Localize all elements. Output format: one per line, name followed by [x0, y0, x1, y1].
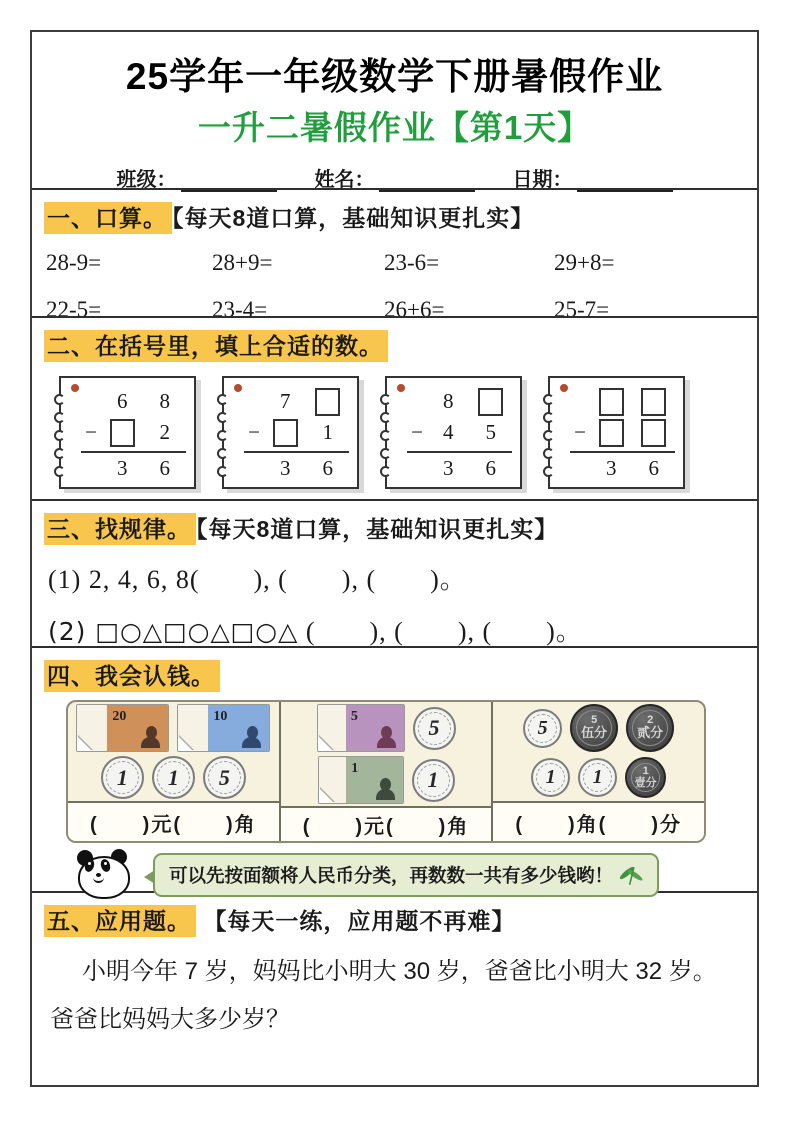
coil-ring	[380, 394, 391, 405]
banknote-value: 20	[112, 709, 127, 724]
minuend-row	[244, 386, 349, 417]
coin-1-jiao	[412, 759, 455, 802]
coil-ring	[380, 466, 391, 477]
card-content	[244, 386, 349, 484]
subtraction-card-4	[548, 376, 685, 489]
coin-value: 1	[167, 764, 179, 790]
minuend-row	[570, 386, 675, 417]
header	[32, 32, 757, 191]
result-row	[244, 451, 349, 484]
coil-ring	[217, 412, 228, 423]
coil-ring	[543, 394, 554, 405]
coin-1-jiao	[152, 756, 195, 799]
subtrahend-row	[407, 417, 512, 448]
problem: 29+8=	[554, 250, 615, 275]
coin-number: 5	[591, 714, 598, 727]
blank-box	[110, 419, 135, 447]
coins-row	[68, 754, 279, 801]
section2-heading-highlight: 二、在括号里，填上合适的数。	[44, 330, 388, 362]
coil-ring	[54, 466, 65, 477]
tip-bubble	[153, 853, 659, 897]
answer-label-yuan-jiao: ( )元( )角	[281, 806, 492, 841]
result-row	[570, 451, 675, 484]
section1-heading-highlight: 一、口算。	[44, 202, 172, 234]
panda-icon	[74, 849, 138, 901]
result-row	[407, 451, 512, 484]
coil-ring	[217, 394, 228, 405]
bills-row	[68, 702, 279, 754]
bill-coin-row	[281, 702, 492, 754]
problem: 26+6=	[384, 297, 445, 322]
coil-ring	[543, 466, 554, 477]
subtrahend-row	[244, 417, 349, 448]
card-content	[81, 386, 186, 484]
money-column-1	[68, 702, 281, 841]
coin-5-jiao	[413, 707, 456, 750]
coil-ring	[217, 466, 228, 477]
blank-box	[641, 419, 666, 447]
coins-row	[493, 702, 704, 754]
banknote-value: 5	[350, 709, 358, 724]
digit: 3	[117, 456, 128, 480]
section3-heading-highlight: 三、找规律。	[44, 513, 196, 545]
coin-value: 5	[218, 764, 230, 790]
pin-dot	[560, 384, 568, 392]
pattern-line-1	[32, 559, 757, 596]
minus-sign: −	[411, 420, 423, 444]
digit: 6	[117, 389, 128, 413]
coil-ring	[380, 430, 391, 441]
coil-ring	[54, 394, 65, 405]
coil-ring	[217, 448, 228, 459]
section-fill-numbers	[32, 316, 757, 499]
money-column-3	[493, 702, 704, 841]
page-title: 25学年一年级数学下册暑假作业	[125, 56, 664, 97]
portrait	[376, 778, 396, 800]
class-label: 班级：	[116, 169, 177, 191]
section5-heading-note: 【每天一练，应用题不再难】	[203, 908, 516, 934]
coin-5-jiao	[523, 709, 562, 748]
digit: 5	[485, 420, 496, 444]
fold-corner	[318, 736, 333, 751]
coil-ring	[380, 448, 391, 459]
pattern1-sequence: (1) 2, 4, 6, 8	[48, 565, 190, 594]
pattern2-blanks: ( ), ( ), ( )。	[298, 617, 583, 646]
pin-dot	[234, 384, 242, 392]
coil-ring	[54, 448, 65, 459]
pattern2-shapes: (2) □○△□○△□○△	[48, 617, 299, 646]
fold-corner	[178, 736, 193, 751]
coil-ring	[54, 412, 65, 423]
coin-name: 伍分	[581, 725, 608, 741]
section5-heading-highlight: 五、应用题。	[44, 905, 196, 937]
pattern1-blanks: ( ), ( ), ( )。	[189, 565, 467, 594]
coil-ring	[217, 430, 228, 441]
blank-box	[315, 388, 340, 416]
card-content	[570, 386, 675, 484]
money-panel	[66, 700, 706, 843]
answer-label-yuan-jiao: ( )元( )角	[68, 801, 279, 841]
portrait	[377, 726, 397, 748]
coin-1-jiao	[531, 758, 570, 797]
banknote-20-yuan	[76, 704, 169, 752]
digit: 3	[443, 456, 454, 480]
answer-label-jiao-fen: ( )角( )分	[493, 801, 704, 841]
subtrahend-row	[81, 417, 186, 448]
blank-box	[478, 388, 503, 416]
coin-2-fen	[626, 704, 674, 752]
word-problem-text: 小明今年 7 岁，妈妈比小明大 30 岁，爸爸比小明大 32 岁。爸爸比妈妈大多少岁？	[50, 958, 717, 1033]
section-oral-calculation	[32, 188, 757, 322]
coin-value: 1	[427, 767, 439, 792]
blank-box	[641, 388, 666, 416]
coil-ring	[54, 430, 65, 441]
coil-ring	[543, 412, 554, 423]
blank-box	[599, 419, 624, 447]
fold-corner	[319, 788, 334, 803]
problem: 28-9=	[46, 250, 102, 275]
minuend-row	[81, 386, 186, 417]
bill-coin-row	[281, 754, 492, 806]
coin-5-fen	[570, 704, 618, 752]
coin-5-jiao	[203, 756, 246, 799]
pin-dot	[71, 384, 79, 392]
problem: 23-6=	[384, 250, 440, 275]
section4-heading	[32, 648, 757, 691]
banknote-5-yuan	[317, 704, 405, 752]
digit: 8	[443, 389, 454, 413]
digit: 6	[485, 456, 496, 480]
digit: 3	[280, 456, 291, 480]
coin-value: 5	[428, 715, 440, 740]
section1-heading-note: 【每天8道口算，基础知识更扎实】	[172, 205, 535, 231]
minus-sign: −	[574, 420, 586, 444]
coins-row	[493, 754, 704, 801]
section3-heading-note: 【每天8道口算，基础知识更扎实】	[196, 516, 559, 542]
blank-box	[599, 388, 624, 416]
banknote-value: 1	[351, 761, 359, 776]
problem: 23-4=	[212, 297, 268, 322]
coin-name: 壹分	[634, 776, 657, 789]
subtrahend-row	[570, 417, 675, 448]
section4-heading-highlight: 四、我会认钱。	[44, 660, 220, 692]
coil-ring	[543, 448, 554, 459]
digit: 1	[322, 420, 333, 444]
tip-text: 可以先按面额将人民币分类，再数数一共有多少钱哟！	[169, 865, 614, 886]
digit: 6	[159, 456, 170, 480]
coin-number: 1	[642, 764, 649, 777]
minus-sign: −	[248, 420, 260, 444]
portrait	[141, 726, 161, 748]
subtraction-card-3	[385, 376, 522, 489]
page-subtitle: 一升二暑假作业【第1天】	[197, 109, 592, 146]
portrait	[242, 726, 262, 748]
money-column-2	[281, 702, 494, 841]
coin-value: 1	[116, 764, 128, 790]
coin-1-jiao	[578, 758, 617, 797]
minuend-row	[407, 386, 512, 417]
digit: 2	[159, 420, 170, 444]
coin-value: 5	[537, 716, 548, 739]
section5-heading	[32, 893, 757, 936]
blank-box	[273, 419, 298, 447]
section-word-problem	[32, 891, 757, 1085]
section1-heading	[32, 190, 757, 233]
tip-row	[74, 849, 757, 901]
coil-ring	[380, 412, 391, 423]
minus-sign: −	[85, 420, 97, 444]
coin-name: 贰分	[637, 725, 664, 741]
subtraction-card-2	[222, 376, 359, 489]
oral-problems-grid	[32, 250, 757, 323]
section-money	[32, 646, 757, 891]
bamboo-leaf-icon	[619, 863, 645, 887]
section2-heading	[32, 318, 757, 361]
pin-dot	[397, 384, 405, 392]
coil-ring	[543, 430, 554, 441]
problem: 22-5=	[46, 297, 102, 322]
coin-value: 1	[545, 766, 556, 788]
section-find-pattern	[32, 499, 757, 646]
coin-value: 1	[592, 766, 603, 788]
problem: 28+9=	[212, 250, 273, 275]
date-label: 日期：	[512, 169, 573, 191]
worksheet-page	[30, 30, 759, 1087]
digit: 3	[606, 456, 617, 480]
banknote-1-yuan	[318, 756, 404, 804]
subtraction-card-1	[59, 376, 196, 489]
card-content	[407, 386, 512, 484]
result-row	[81, 451, 186, 484]
digit: 6	[322, 456, 333, 480]
pattern-line-2	[32, 611, 757, 648]
name-label: 姓名：	[314, 169, 375, 191]
problem: 25-7=	[554, 297, 610, 322]
banknote-value: 10	[213, 709, 228, 724]
digit: 6	[648, 456, 659, 480]
fold-corner	[77, 736, 92, 751]
coin-1-jiao	[101, 756, 144, 799]
section3-heading	[32, 501, 757, 544]
coin-1-fen	[625, 757, 666, 798]
digit: 4	[443, 420, 454, 444]
subtraction-cards	[32, 376, 757, 489]
banknote-10-yuan	[177, 704, 270, 752]
coin-number: 2	[647, 714, 654, 727]
digit: 7	[280, 389, 291, 413]
digit: 8	[159, 389, 170, 413]
